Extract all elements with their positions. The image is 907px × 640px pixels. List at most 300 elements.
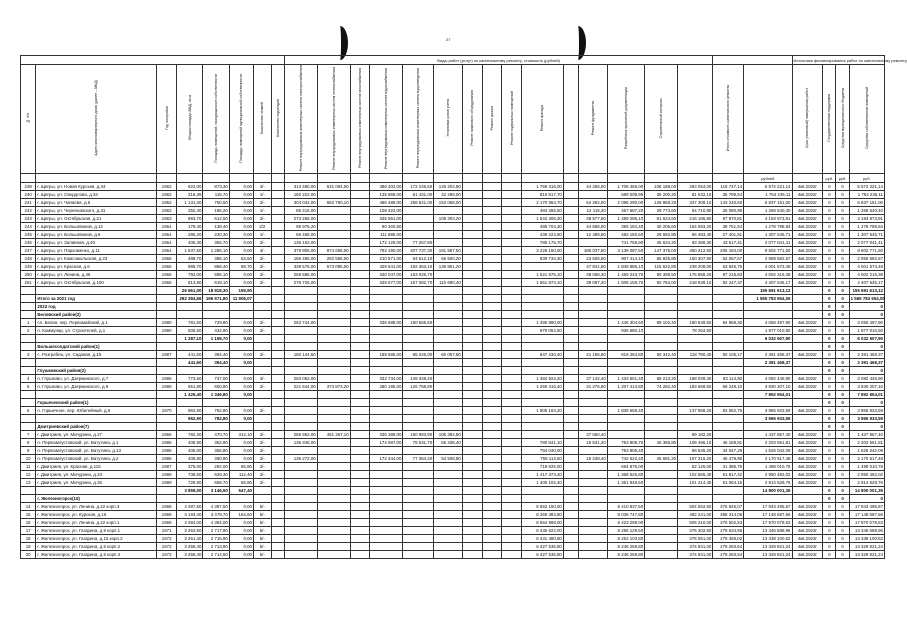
table-cell: 2/- <box>253 351 271 359</box>
table-cell: 1 278 798,84 <box>849 223 884 231</box>
table-cell <box>317 239 350 247</box>
table-cell: 279 455,02 <box>713 535 744 543</box>
table-cell <box>271 527 284 535</box>
table-cell <box>317 511 350 519</box>
table-cell: 1 565 783 654,05 <box>850 296 885 302</box>
table-cell: 1 351 948,50 <box>607 479 644 487</box>
table-cell <box>284 471 317 479</box>
table-cell: 4кв.2023г <box>792 535 823 543</box>
table-cell: 488,70 <box>177 255 203 263</box>
table-cell: 279 634,96 <box>713 527 744 535</box>
table-cell: 279 283,64 <box>713 551 744 559</box>
table-cell <box>462 351 482 359</box>
table-cell: 2 391 468,37 <box>744 351 792 359</box>
table-cell <box>434 367 463 375</box>
table-cell <box>563 327 578 335</box>
table-cell: 486 489,00 <box>370 199 403 207</box>
address-cell: п. Коммунар, ул. Строителей, д.1 <box>36 327 157 335</box>
table-cell: 0,00 <box>229 223 253 231</box>
table-cell <box>370 287 403 295</box>
table-cell: 0 <box>823 343 836 351</box>
table-cell <box>350 415 370 423</box>
table-cell: 0 <box>836 191 849 199</box>
table-cell <box>434 207 463 215</box>
table-cell: 0 <box>823 239 836 247</box>
table-cell: 4кв.2022г <box>792 455 823 463</box>
table-cell <box>21 303 36 311</box>
table-cell: 4кв.2022г <box>792 447 823 455</box>
table-cell: 1 368 625,80 <box>607 471 644 479</box>
table-cell <box>522 295 564 303</box>
table-cell: 8 652 150,00 <box>522 503 564 511</box>
table-cell <box>403 519 434 527</box>
column-header-label: Средства собственников помещений <box>864 87 869 150</box>
table-cell <box>579 391 608 399</box>
table-cell <box>462 487 482 495</box>
table-cell: 4 407 645,17 <box>849 279 884 287</box>
table-cell: 83 114,90 <box>713 375 744 383</box>
column-header <box>482 65 502 174</box>
table-cell: 0 <box>823 471 836 479</box>
table-cell <box>317 351 350 359</box>
table-cell: 0 <box>823 231 836 239</box>
table-cell <box>563 319 578 327</box>
table-cell: 2 391 468,37 <box>849 351 884 359</box>
table-cell: 4 407 645,17 <box>744 279 792 287</box>
table-cell: 1966 <box>157 431 177 439</box>
table-cell: 220,30 <box>203 231 229 239</box>
table-cell: 962,90 <box>177 407 203 415</box>
table-cell: 742 622,40 <box>607 455 644 463</box>
table-cell <box>271 239 284 247</box>
table-cell <box>284 511 317 519</box>
table-cell <box>350 423 370 431</box>
table-cell: 0,00 <box>229 439 253 447</box>
table-cell <box>284 527 317 535</box>
table-cell: 0,00 <box>229 279 253 287</box>
table-cell <box>350 391 370 399</box>
table-cell <box>284 415 317 423</box>
table-cell: 313 480,00 <box>284 183 317 191</box>
table-cell <box>434 471 463 479</box>
table-cell: 135 868,00 <box>370 191 403 199</box>
table-cell <box>350 295 370 303</box>
table-cell <box>462 335 482 343</box>
table-cell: 0 <box>836 231 849 239</box>
table-cell <box>482 207 502 215</box>
table-cell: 56,80 <box>229 479 253 487</box>
table-cell: 155 691 613,12 <box>744 287 792 295</box>
table-cell <box>350 199 370 207</box>
table-cell: 157 082,70 <box>403 279 434 287</box>
table-cell <box>792 287 823 295</box>
table-cell: 37 550,40 <box>579 431 608 439</box>
table-cell <box>792 343 823 351</box>
table-row <box>21 527 885 535</box>
address-cell: г. Железногорск, ул. Ленина, д.42 корп.1 <box>36 519 157 527</box>
table-cell: 345 561,00 <box>370 215 403 223</box>
table-cell: 1971 <box>157 527 177 535</box>
table-cell: 0 <box>823 447 836 455</box>
table-cell: 118 790,40 <box>678 351 713 359</box>
table-cell: 4кв.2022г <box>792 231 823 239</box>
table-cell <box>284 399 317 407</box>
table-cell: 0,00 <box>229 215 253 223</box>
column-header <box>403 65 434 174</box>
table-cell <box>350 479 370 487</box>
table-cell <box>522 391 564 399</box>
table-cell: 1 839 658,40 <box>607 407 644 415</box>
column-header-label: Установка узлов учета <box>445 99 450 137</box>
table-cell: 43 517,41 <box>713 239 744 247</box>
address-cell: Итого за 2021 год <box>36 295 157 303</box>
table-cell: 2 096 290,00 <box>607 199 644 207</box>
column-header <box>563 65 578 174</box>
table-cell <box>792 399 823 407</box>
table-cell <box>563 191 578 199</box>
table-cell <box>462 367 482 375</box>
table-cell <box>482 527 502 535</box>
table-cell <box>350 503 370 511</box>
table-cell: 0 <box>823 487 836 495</box>
table-cell <box>563 183 578 191</box>
table-cell <box>579 287 608 295</box>
table-row <box>21 207 885 215</box>
table-cell: 13 329 921,24 <box>744 551 792 559</box>
table-cell <box>502 487 522 495</box>
table-cell: 4кв.2022г <box>792 471 823 479</box>
table-cell <box>502 199 522 207</box>
table-cell <box>271 359 284 367</box>
column-header <box>502 65 522 174</box>
table-cell: 14 800 001,35 <box>849 487 884 495</box>
table-cell <box>462 383 482 391</box>
unit-cell <box>522 174 564 183</box>
column-header <box>21 65 36 174</box>
table-cell <box>678 415 713 423</box>
table-cell <box>502 439 522 447</box>
table-cell: 0 <box>836 319 849 327</box>
table-cell: 5/- <box>253 535 271 543</box>
table-cell <box>579 511 608 519</box>
table-cell: 1972 <box>157 543 177 551</box>
table-cell <box>434 423 463 431</box>
table-row <box>21 255 885 263</box>
table-cell: 4 002 216,38 <box>744 271 792 279</box>
table-cell <box>350 343 370 351</box>
table-cell <box>370 415 403 423</box>
district-group-row <box>21 367 885 375</box>
table-cell <box>607 343 644 351</box>
table-cell <box>563 535 578 543</box>
table-cell: 970 054,50 <box>522 327 564 335</box>
table-cell <box>271 343 284 351</box>
table-cell <box>284 287 317 295</box>
table-cell <box>792 367 823 375</box>
table-cell: 0,00 <box>229 407 253 415</box>
table-cell <box>482 271 502 279</box>
table-cell: 619,10 <box>203 279 229 287</box>
table-cell: 0 <box>849 343 884 351</box>
table-cell <box>579 519 608 527</box>
table-cell: 4кв.2022г <box>792 431 823 439</box>
table-cell: 0 <box>823 255 836 263</box>
table-cell <box>462 263 482 271</box>
table-cell <box>434 543 463 551</box>
table-cell: 2 959 582,57 <box>849 255 884 263</box>
table-cell: 8 269 384,80 <box>522 511 564 519</box>
table-cell <box>253 399 271 407</box>
table-cell: 8 038 747,80 <box>607 511 644 519</box>
table-cell: 1988 <box>157 383 177 391</box>
table-cell <box>317 479 350 487</box>
unit-cell <box>563 174 578 183</box>
table-cell: 1952 <box>157 199 177 207</box>
table-cell: 263 744,00 <box>284 319 317 327</box>
table-cell: 1 278 798,84 <box>744 223 792 231</box>
table-cell: 251 <box>21 279 36 287</box>
table-cell <box>434 383 463 391</box>
table-row <box>21 535 885 543</box>
table-cell: 1 625 042,09 <box>849 447 884 455</box>
table-cell: 85 416,00 <box>284 207 317 215</box>
table-cell: 15 <box>21 511 36 519</box>
table-cell: 0,00 <box>229 231 253 239</box>
table-cell <box>253 311 271 319</box>
table-cell <box>350 447 370 455</box>
table-cell <box>502 383 522 391</box>
table-cell: 166 486,00 <box>284 255 317 263</box>
column-header <box>836 65 849 174</box>
table-cell: 374 831,00 <box>678 543 713 551</box>
table-cell <box>462 407 482 415</box>
table-row <box>21 215 885 223</box>
table-cell <box>482 551 502 559</box>
table-cell <box>317 207 350 215</box>
table-cell <box>177 311 203 319</box>
table-cell <box>317 543 350 551</box>
table-cell: 110 690,40 <box>434 279 463 287</box>
table-cell <box>607 311 644 319</box>
table-cell <box>284 391 317 399</box>
table-cell <box>482 415 502 423</box>
column-header <box>744 65 792 174</box>
table-cell: 10 <box>21 455 36 463</box>
table-cell: 0 <box>823 263 836 271</box>
column-header-label: Ремонт крыши <box>489 105 494 131</box>
table-cell: 50 105,17 <box>713 351 744 359</box>
table-cell <box>502 543 522 551</box>
table-cell: 0 <box>823 351 836 359</box>
table-cell: 107 315,20 <box>678 455 713 463</box>
table-cell <box>350 535 370 543</box>
table-cell: 9 <box>21 447 36 455</box>
table-cell <box>462 287 482 295</box>
table-cell <box>482 423 502 431</box>
table-cell: 8 664 968,00 <box>522 519 564 527</box>
table-cell: 3 965 933,59 <box>744 407 792 415</box>
table-cell <box>21 391 36 399</box>
table-cell: 1968 <box>157 503 177 511</box>
table-cell <box>403 423 434 431</box>
table-cell: 17 943 495,57 <box>744 503 792 511</box>
table-cell <box>579 543 608 551</box>
table-cell <box>271 231 284 239</box>
table-cell: 3 830 207,10 <box>744 383 792 391</box>
table-cell: 0 <box>836 287 849 295</box>
table-cell <box>482 183 502 191</box>
table-cell: 138,40 <box>203 223 229 231</box>
table-cell: 112,40 <box>229 471 253 479</box>
table-cell: 0,00 <box>229 519 253 527</box>
table-cell: 6 032 507,90 <box>849 335 884 343</box>
table-cell <box>645 287 678 295</box>
table-cell: 5/- <box>253 519 271 527</box>
table-cell <box>21 367 36 375</box>
table-cell <box>502 415 522 423</box>
table-cell <box>350 495 370 503</box>
table-cell <box>482 287 502 295</box>
table-cell: 0,00 <box>229 383 253 391</box>
table-cell <box>403 495 434 503</box>
table-cell: 2 715,90 <box>203 535 229 543</box>
address-cell: п. Первоавгустовский, ул. Ватутина, д.2 <box>36 455 157 463</box>
table-cell <box>502 407 522 415</box>
table-cell <box>317 471 350 479</box>
table-cell <box>350 287 370 295</box>
table-cell: 2 950 482,02 <box>849 471 884 479</box>
table-cell <box>317 327 350 335</box>
table-cell: 2/- <box>253 383 271 391</box>
table-cell: 92 247,37 <box>713 279 744 287</box>
column-header-label: Количество этажей <box>260 102 265 135</box>
table-cell: 2/- <box>253 407 271 415</box>
table-cell <box>434 495 463 503</box>
table-cell <box>317 191 350 199</box>
table-cell: 26 080,99 <box>713 207 744 215</box>
table-cell <box>522 263 564 271</box>
district-group-row <box>21 495 885 503</box>
address-cell: Дмитриевский район(7) <box>36 423 157 431</box>
unit-cell <box>229 174 253 183</box>
table-cell: 0,00 <box>229 199 253 207</box>
table-row <box>21 455 885 463</box>
table-cell <box>579 311 608 319</box>
table-cell: 484 355,50 <box>522 207 564 215</box>
table-cell: 356,80 <box>203 447 229 455</box>
table-cell: 14 800 001,35 <box>744 487 792 495</box>
column-header <box>462 65 482 174</box>
table-cell: 0 <box>849 311 884 319</box>
table-cell: 109 303,20 <box>434 215 463 223</box>
table-cell <box>482 495 502 503</box>
table-cell <box>271 543 284 551</box>
table-cell <box>271 367 284 375</box>
table-cell <box>317 303 350 311</box>
table-row <box>21 447 885 455</box>
address-cell: п. Горшечное, пер. Юбилейный, д.6 <box>36 407 157 415</box>
unit-cell <box>403 174 434 183</box>
table-cell: 216 185,80 <box>678 215 713 223</box>
table-cell: 1 400 102,40 <box>522 479 564 487</box>
table-cell <box>317 551 350 559</box>
table-cell <box>563 423 578 431</box>
table-cell: 2 170 954,70 <box>522 199 564 207</box>
table-cell <box>21 287 36 295</box>
table-cell <box>645 511 678 519</box>
table-cell: 0 <box>823 399 836 407</box>
table-cell: 3 965 933,59 <box>849 415 884 423</box>
table-cell <box>502 279 522 287</box>
table-cell: 12 489,60 <box>579 231 608 239</box>
table-cell: 183 669,60 <box>678 383 713 391</box>
column-header <box>434 65 463 174</box>
table-cell: 573 095,00 <box>317 263 350 271</box>
table-cell: 9 602 771,50 <box>849 247 884 255</box>
table-cell: 4кв.2022г <box>792 327 823 335</box>
table-cell: 0,00 <box>229 375 253 383</box>
table-cell: 5/- <box>253 527 271 535</box>
table-cell: 136 346,00 <box>284 439 317 447</box>
table-cell <box>563 407 578 415</box>
address-cell: г. Дмитриев, ул. Мичурина, д.25 <box>36 479 157 487</box>
table-cell: 2 077 041,41 <box>849 239 884 247</box>
table-cell <box>579 487 608 495</box>
table-cell <box>370 335 403 343</box>
table-cell: 451 367,10 <box>317 431 350 439</box>
table-cell <box>271 303 284 311</box>
table-cell <box>350 527 370 535</box>
table-cell: 78 531,70 <box>403 439 434 447</box>
table-cell: 1963 <box>157 215 177 223</box>
address-cell: 2022 год <box>36 303 157 311</box>
table-cell <box>713 391 744 399</box>
table-cell <box>792 391 823 399</box>
table-cell: 394,40 <box>203 351 229 359</box>
table-cell: 38 058,30 <box>579 271 608 279</box>
table-cell <box>482 479 502 487</box>
table-cell: 249 <box>21 263 36 271</box>
table-cell: 164,60 <box>229 511 253 519</box>
table-cell: 250 <box>21 271 36 279</box>
table-cell <box>370 471 403 479</box>
table-cell <box>678 295 713 303</box>
table-cell: 4 001 573,48 <box>744 263 792 271</box>
table-cell: 782,30 <box>177 431 203 439</box>
table-cell <box>579 399 608 407</box>
table-cell <box>792 311 823 319</box>
table-cell <box>157 311 177 319</box>
table-cell: 1 498 010,78 <box>744 463 792 471</box>
table-cell: 782,80 <box>203 415 229 423</box>
table-cell <box>253 391 271 399</box>
table-cell <box>370 303 403 311</box>
table-cell: 1965 <box>157 271 177 279</box>
table-cell <box>502 455 522 463</box>
table-cell <box>502 207 522 215</box>
table-cell: 1969 <box>157 511 177 519</box>
table-cell <box>482 399 502 407</box>
column-header-label: Год постройки <box>164 106 169 130</box>
table-cell: 3 146,50 <box>203 487 229 495</box>
table-cell <box>607 303 644 311</box>
address-cell: Горшеченский район(1) <box>36 399 157 407</box>
table-cell: 4кв.2022г <box>792 439 823 447</box>
table-cell: 40 206,60 <box>645 223 678 231</box>
table-cell <box>482 359 502 367</box>
table-cell <box>713 287 744 295</box>
table-row <box>21 463 885 471</box>
